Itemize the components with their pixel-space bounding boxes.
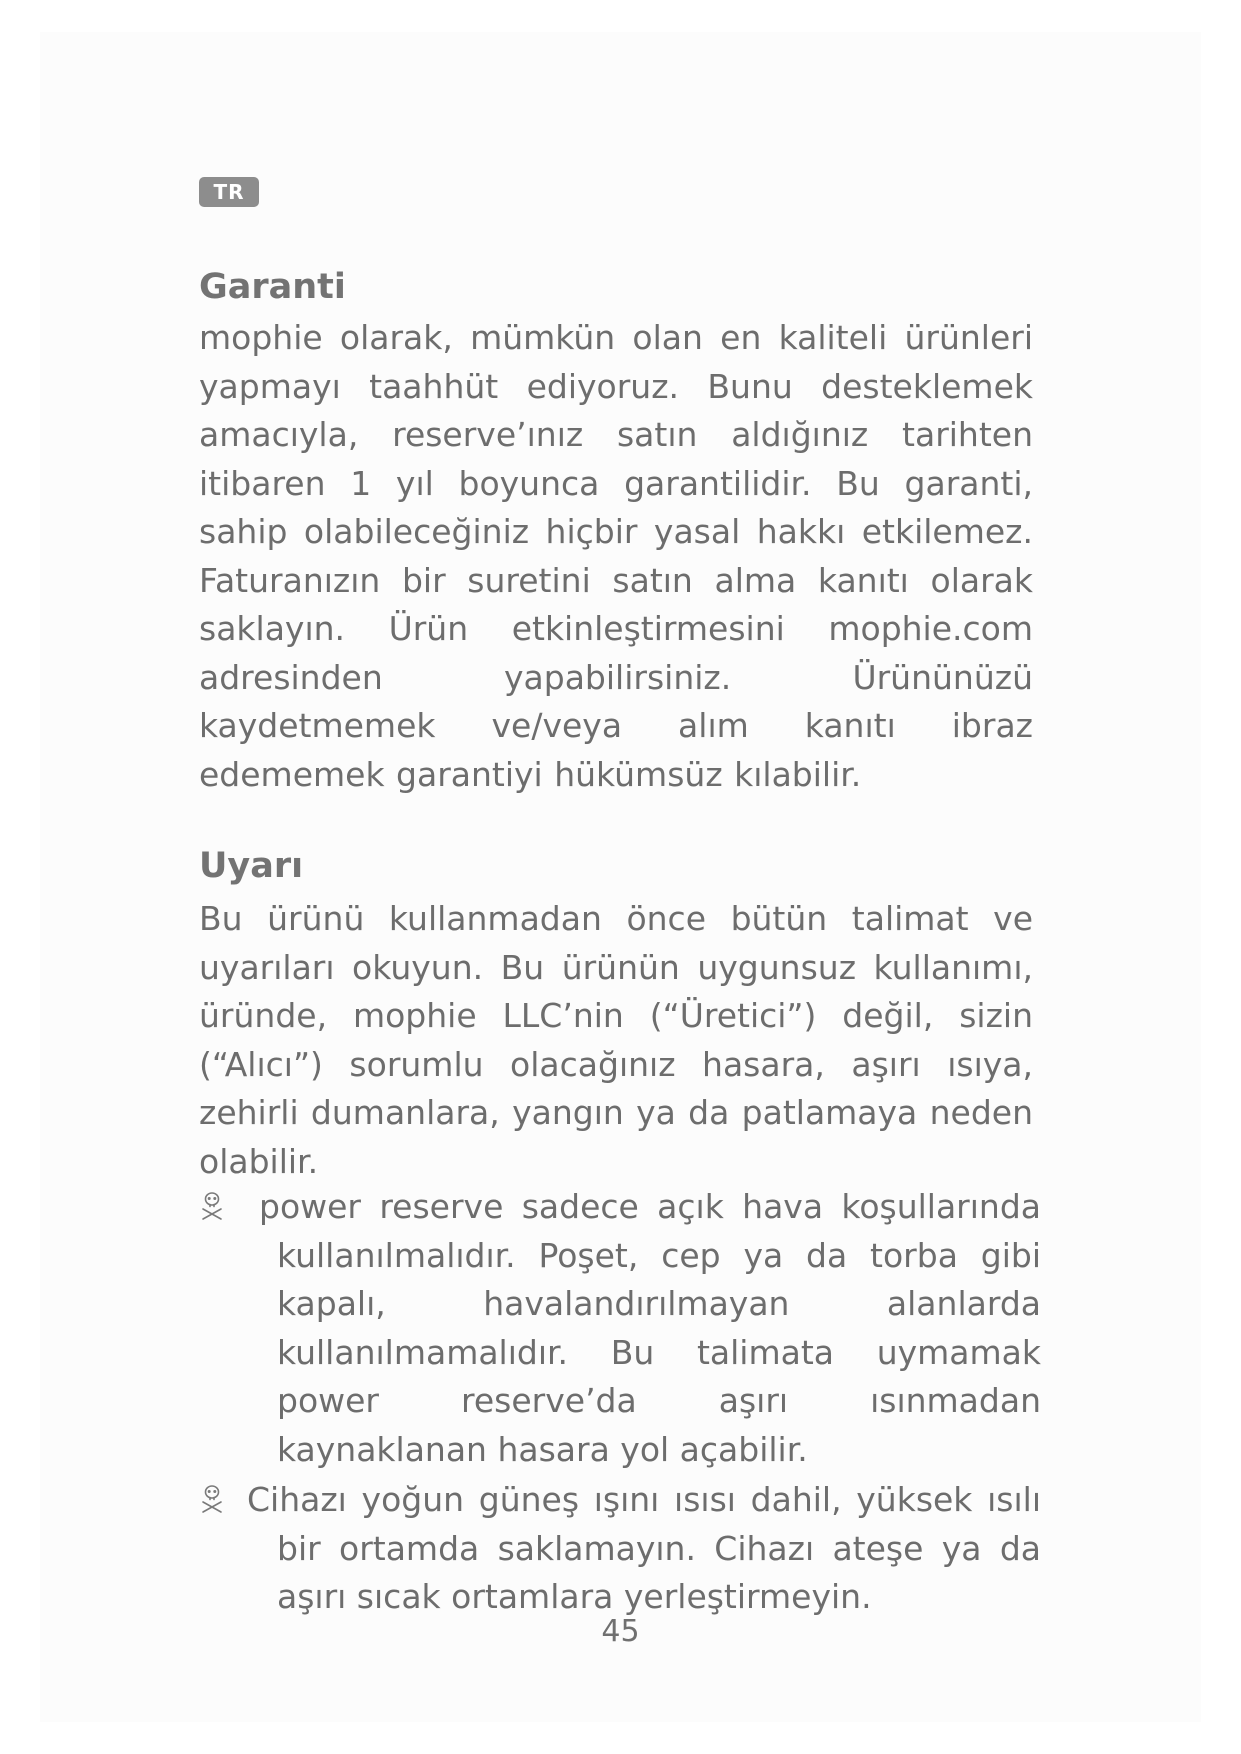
language-badge: TR [199, 177, 259, 207]
warning-paragraph: Bu ürünü kullanmadan önce bütün talimat ve uyarıları okuyun. Bu ürünün uygunsuz kullanımı, üründe, mophie LLC’nin (“Üretici”) değil, sizin (“Alıcı”) sorumlu olacağınız hasara, aşırı ısıya, zehirli dumanlara, yangın ya da patlamaya neden olabilir. [199, 899, 1033, 1181]
warning-bullet-text: power reserve sadece açık hava koşullarında kullanılmalıdır. Poşet, cep ya da torba gibi kapalı, havalandırılmayan alanlarda kullanılmamalıdır. Bu talimata uymamak power reserve’da aşırı ısınmadan kaynaklanan hasara yol açabilir. [259, 1187, 1041, 1469]
skull-crossbones-icon [199, 1191, 225, 1221]
warning-bullet-list [199, 1183, 1041, 1624]
warning-bullet-item [199, 1183, 1041, 1474]
page-number: 45 [601, 1614, 640, 1649]
warranty-heading: Garanti [199, 267, 346, 307]
skull-crossbones-icon [199, 1484, 225, 1514]
warranty-paragraph: mophie olarak, mümkün olan en kaliteli ürünleri yapmayı taahhüt ediyoruz. Bunu desteklemek amacıyla, reserve’ınız satın aldığınız tarihten itibaren 1 yıl boyunca garantilidir. Bu garanti, sahip olabileceğiniz hiçbir yasal hakkı etkilemez. Faturanızın bir suretini satın alma kanıtı olarak saklayın. Ürün etkinleştirmesini mophie.com adresinden yapabilirsiniz. Ürününüzü kaydetmemek ve/veya alım kanıtı ibraz edememek garantiyi hükümsüz kılabilir. [199, 318, 1033, 794]
warning-heading: Uyarı [199, 846, 304, 886]
warning-bullet-text: Cihazı yoğun güneş ışını ısısı dahil, yüksek ısılı bir ortamda saklamayın. Cihazı ateşe ya da aşırı sıcak ortamlara yerleştirmeyin. [247, 1480, 1041, 1616]
warning-bullet-item [199, 1476, 1041, 1622]
